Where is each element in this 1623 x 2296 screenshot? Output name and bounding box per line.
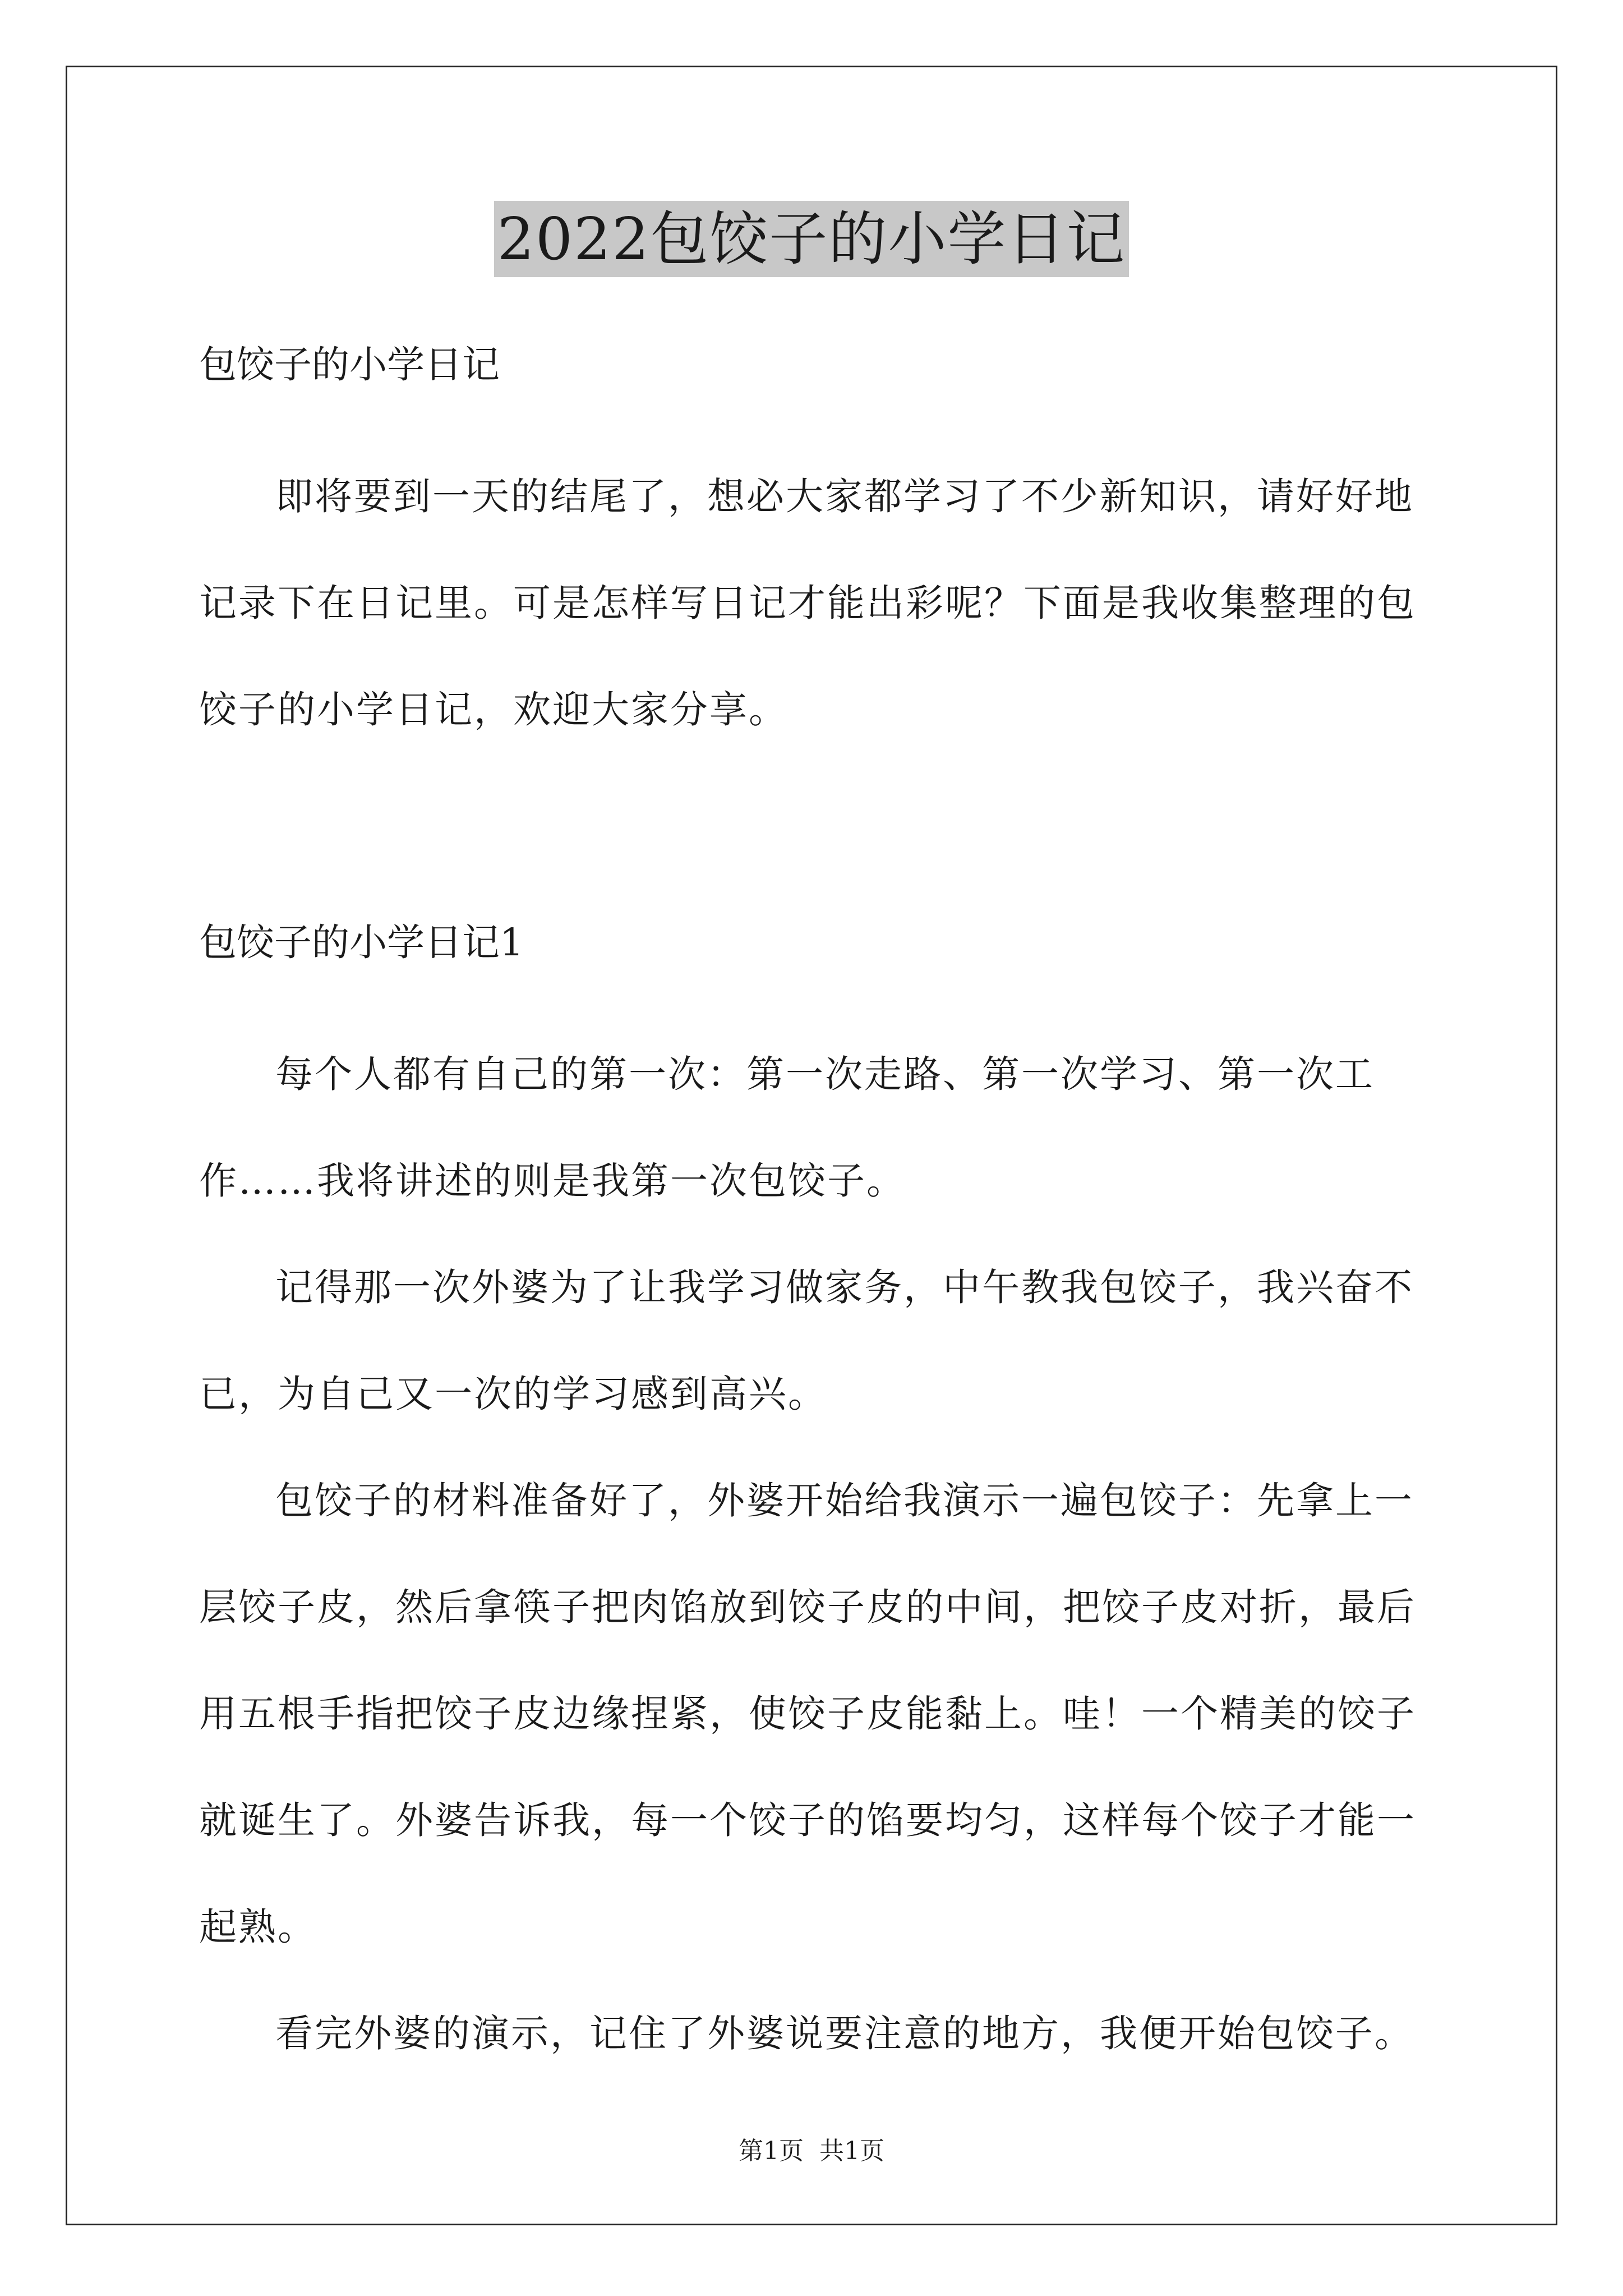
- intro-paragraph: 即将要到一天的结尾了，想必大家都学习了不少新知识，请好好地记录下在日记里。可是怎样写日记才能出彩呢？下面是我收集整理的包饺子的小学日记，欢迎大家分享。: [199, 475, 1416, 731]
- body-paragraph: 包饺子的材料准备好了，外婆开始给我演示一遍包饺子：先拿上一层饺子皮，然后拿筷子把肉馅放到饺子皮的中间，把饺子皮对折，最后用五根手指把饺子皮边缘捏紧，使饺子皮能黏上。哇！一个精美的饺子就诞生了。外婆告诉我，每一个饺子的馅要均匀，这样每个饺子才能一起熟。: [199, 1479, 1416, 1949]
- document-body: [199, 337, 1438, 2087]
- title-container: [0, 201, 1623, 277]
- section-heading: 包饺子的小学日记1: [199, 921, 524, 964]
- document-title: 2022包饺子的小学日记: [494, 201, 1129, 277]
- document-subtitle: 包饺子的小学日记: [199, 343, 500, 386]
- page-total: 共1页: [819, 2137, 884, 2165]
- body-paragraph: 每个人都有自己的第一次：第一次走路、第一次学习、第一次工作……我将讲述的则是我第一次包饺子。: [199, 1052, 1375, 1203]
- page-footer: [0, 2134, 1623, 2168]
- body-paragraph: 看完外婆的演示，记住了外婆说要注意的地方，我便开始包饺子。: [275, 2012, 1414, 2055]
- body-paragraph: 记得那一次外婆为了让我学习做家务，中午教我包饺子，我兴奋不已，为自己又一次的学习感到高兴。: [199, 1266, 1414, 1416]
- page-number: 第1页: [739, 2137, 804, 2165]
